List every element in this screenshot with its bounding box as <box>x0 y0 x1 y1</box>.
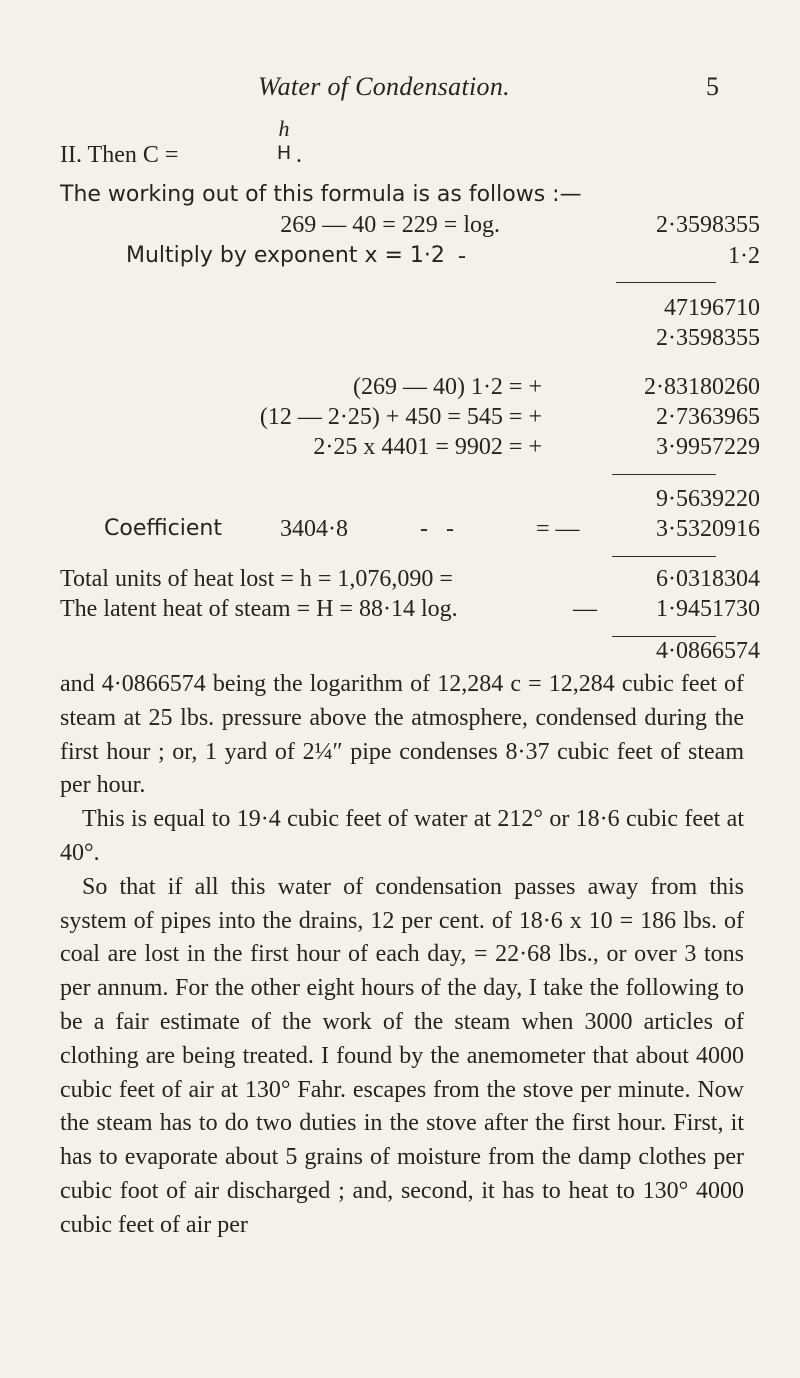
calc-row-4-value: 2·3598355 <box>656 325 760 351</box>
calc-row-5-expression: (269 — 40) 1·2 = + <box>352 374 542 400</box>
calc-row-6-expression: (12 — 2·25) + 450 = 545 = + <box>259 404 542 430</box>
calc-row-1-expression: 269 — 40 = 229 = log. <box>280 212 500 238</box>
calc-row-8-value: 9·5639220 <box>656 486 760 512</box>
calc-row-1-value: 2·3598355 <box>656 212 760 238</box>
intro-line: The working out of this formula is as follows :— <box>60 182 582 207</box>
calc-row-7-value: 3·9957229 <box>656 434 760 460</box>
calc-row-3-value: 47196710 <box>664 295 760 321</box>
sum-rule <box>612 556 716 557</box>
paragraph: This is equal to 19·4 cubic feet of water at 212° or 18·6 cubic feet at 40°. <box>60 806 744 866</box>
coefficient-number: 3404·8 <box>280 516 348 542</box>
sum-rule <box>616 282 716 283</box>
calc-row-11-expression: The latent heat of steam = H = 88·14 log. <box>60 596 458 622</box>
calc-row-10-value: 6·0318304 <box>656 566 760 592</box>
calc-row-10-expression: Total units of heat lost = h = 1,076,090 = <box>60 566 453 592</box>
running-head-title: Water of Condensation. <box>258 72 510 101</box>
running-head <box>0 72 800 112</box>
calc-row-2-expression: Multiply by exponent x = 1·2 <box>126 243 445 268</box>
sum-rule <box>612 474 716 475</box>
calc-row-11-sign: — <box>573 596 597 622</box>
calc-row-12-value: 4·0866574 <box>656 638 760 664</box>
calc-row-9-value: 3·5320916 <box>656 516 760 542</box>
coefficient-sign: = — <box>536 516 580 542</box>
calc-row-2-dash: - <box>458 243 466 269</box>
paragraph: So that if all this water of condensation passes away from this system of pipes into the drains, 12 per cent. of 18·6 x 10 = 186 lbs. of coal are lost in the first hour of each day, = 22·68 lbs., or over 3 tons per annum. For the other eight hours of the day, I take the following to be a fair estimate of the work of the steam when 3000 articles of clothing are being treated. I found by the anemometer that about 4000 cubic feet of air at 130° Fahr. escapes from the stove per minute. Now the steam has to do two duties in the stove after the first hour. First, it has to evaporate about 5 grains of moisture from the damp clothes per cubic foot of air discharged ; and, second, it has to heat to 130° 4000 cubic feet of air per <box>60 873 744 1238</box>
formula-period: . <box>296 142 302 168</box>
fraction-denominator: H <box>276 142 292 164</box>
calc-row-2-value: 1·2 <box>728 243 760 269</box>
calc-row-5-value: 2·83180260 <box>644 374 760 400</box>
coefficient-dashes: - - <box>420 516 454 542</box>
fraction-numerator: h <box>278 116 290 141</box>
body-text <box>60 668 744 1243</box>
formula-fraction <box>273 118 295 163</box>
paragraph: and 4·0866574 being the logarithm of 12,284 c = 12,284 cubic feet of steam at 25 lbs. pressure above the atmosphere, condensed during the first hour ; or, 1 yard of 2¼″ pipe condenses 8·37 cubic feet of steam per hour. <box>60 671 744 799</box>
calc-row-6-value: 2·7363965 <box>656 404 760 430</box>
calc-row-7-expression: 2·25 x 4401 = 9902 = + <box>313 434 542 460</box>
formula-lead: II. Then C = <box>60 142 179 168</box>
calc-row-11-value: 1·9451730 <box>656 596 760 622</box>
page-number: 5 <box>706 72 719 101</box>
coefficient-label: Coefficient <box>104 516 222 541</box>
